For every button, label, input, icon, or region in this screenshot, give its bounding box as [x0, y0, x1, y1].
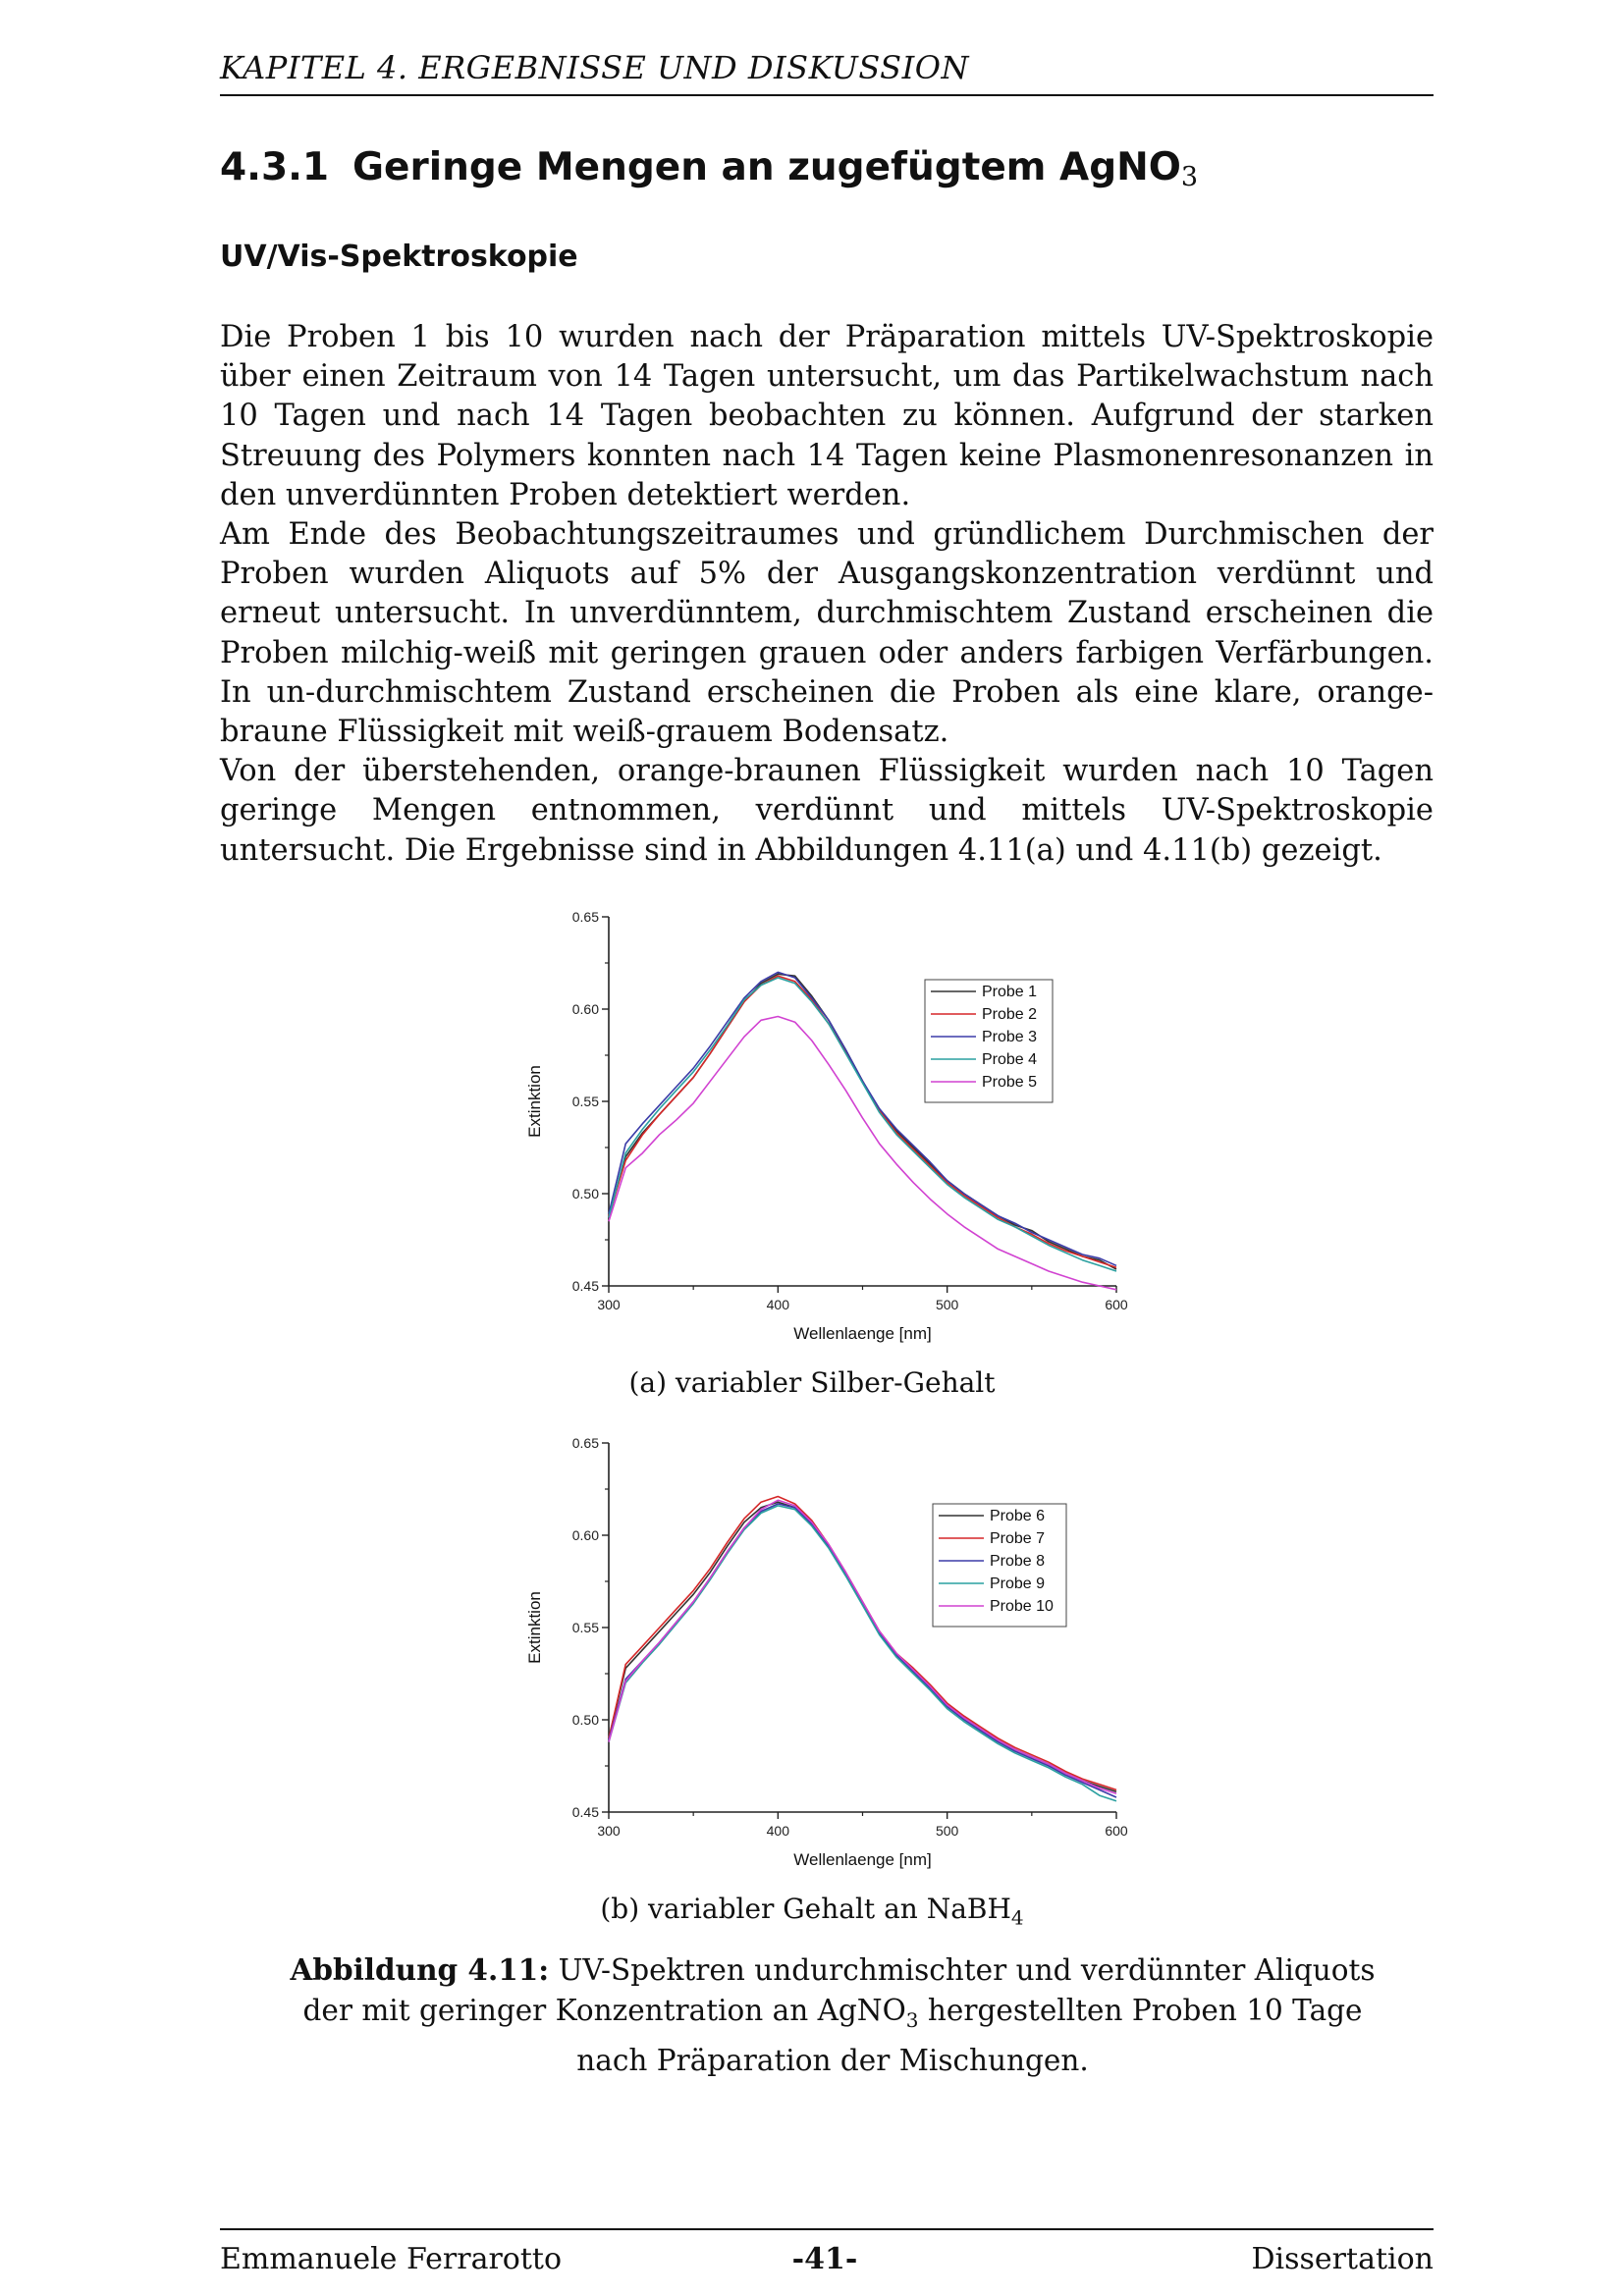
body-text [220, 318, 1434, 871]
section-title-subscript: 3 [1180, 162, 1199, 192]
subsection-title: UV/Vis-Spektroskopie [220, 240, 578, 274]
y-tick-label: 0.45 [571, 1278, 599, 1294]
paragraph-1: Die Proben 1 bis 10 wurden nach der Präparation mittels UV-Spektroskopie über einen Zeitraum von 14 Tagen untersucht, um das Partikelwachstum nach 10 Tagen und nach 14 Tagen beobachten zu können. Aufgrund der starken Streuung des Polymers konnten nach 14 Tagen keine Plasmonenresonanzen in den unverdünnten Proben detektiert werden. [220, 320, 1434, 512]
legend-label: Probe 2 [982, 1006, 1038, 1023]
y-tick-label: 0.50 [571, 1712, 599, 1728]
x-tick-label: 400 [766, 1823, 790, 1839]
section-title [220, 145, 1198, 192]
section-title-text: Geringe Mengen an zugefügtem AgNO [352, 145, 1181, 189]
figure-a [511, 899, 1139, 1361]
legend-label: Probe 1 [982, 984, 1038, 1000]
y-tick-label: 0.55 [571, 1094, 599, 1109]
legend-label: Probe 4 [982, 1051, 1038, 1068]
running-header: KAPITEL 4. ERGEBNISSE UND DISKUSSION [220, 49, 969, 86]
y-tick-label: 0.50 [571, 1186, 599, 1201]
x-axis-label: Wellenlaenge [nm] [793, 1324, 932, 1343]
legend-label: Probe 9 [990, 1575, 1046, 1592]
legend-label: Probe 5 [982, 1074, 1038, 1091]
y-tick-label: 0.60 [571, 1527, 599, 1543]
chart-b [511, 1425, 1139, 1887]
figure-caption [283, 1949, 1382, 2081]
section-number: 4.3.1 [220, 145, 330, 189]
y-axis-label: Extinktion [525, 1591, 544, 1664]
x-axis-label: Wellenlaenge [nm] [793, 1850, 932, 1869]
x-tick-label: 500 [935, 1297, 959, 1312]
footer-document-type: Dissertation [1251, 2242, 1434, 2276]
x-tick-label: 600 [1105, 1823, 1128, 1839]
subcaption-b [0, 1893, 1624, 1930]
figure-caption-text-2: hergestellten Proben 10 Tage nach Präparation der Mischungen. [576, 1994, 1363, 2077]
y-tick-label: 0.65 [571, 1435, 599, 1451]
subcaption-b-subscript: 4 [1010, 1905, 1024, 1930]
subcaption-b-text: variabler Gehalt an NaBH [648, 1893, 1011, 1925]
footer-page-number: -41- [791, 2242, 858, 2276]
subcaption-b-label: (b) [600, 1893, 640, 1925]
header-rule [220, 94, 1434, 96]
legend-label: Probe 3 [982, 1029, 1038, 1045]
y-axis-label: Extinktion [525, 1065, 544, 1138]
x-tick-label: 500 [935, 1823, 959, 1839]
x-tick-label: 600 [1105, 1297, 1128, 1312]
x-tick-label: 300 [597, 1297, 621, 1312]
chart-a [511, 899, 1139, 1361]
y-tick-label: 0.55 [571, 1620, 599, 1635]
x-tick-label: 300 [597, 1823, 621, 1839]
legend-label: Probe 6 [990, 1508, 1046, 1524]
legend-label: Probe 8 [990, 1553, 1046, 1570]
figure-b [511, 1425, 1139, 1887]
figure-caption-label: Abbildung 4.11: [290, 1952, 550, 1987]
subcaption-a [0, 1366, 1624, 1399]
legend-label: Probe 7 [990, 1530, 1046, 1547]
subcaption-a-label: (a) [628, 1366, 668, 1399]
figure-caption-subscript: 3 [905, 2007, 919, 2032]
figure-caption-text-1: UV-Spektren undurchmischter und verdünnter Aliquots der mit geringer Konzentration an AgNO [302, 1953, 1376, 2027]
subcaption-a-text: variabler Silber-Gehalt [675, 1366, 996, 1399]
footer-author: Emmanuele Ferrarotto [220, 2242, 563, 2276]
x-tick-label: 400 [766, 1297, 790, 1312]
paragraph-2: Am Ende des Beobachtungszeitraumes und gründlichem Durchmischen der Proben wurden Aliquots auf 5% der Ausgangskonzentration verdünnt und erneut untersucht. In unverdünntem, durchmischtem Zustand erscheinen die Proben milchig-weiß mit geringen grauen oder anders farbigen Verfärbungen. In un-durchmischtem Zustand erscheinen die Proben als eine klare, orange-braune Flüssigkeit mit weiß-grauem Bodensatz. [220, 517, 1434, 750]
y-tick-label: 0.65 [571, 909, 599, 925]
paragraph-3: Von der überstehenden, orange-braunen Flüssigkeit wurden nach 10 Tagen geringe Mengen entnommen, verdünnt und mittels UV-Spektroskopie untersucht. Die Ergebnisse sind in Abbildungen 4.11(a) und 4.11(b) gezeigt. [220, 754, 1434, 868]
legend-label: Probe 10 [990, 1598, 1054, 1615]
y-tick-label: 0.60 [571, 1001, 599, 1017]
footer-rule [220, 2228, 1434, 2230]
y-tick-label: 0.45 [571, 1804, 599, 1820]
